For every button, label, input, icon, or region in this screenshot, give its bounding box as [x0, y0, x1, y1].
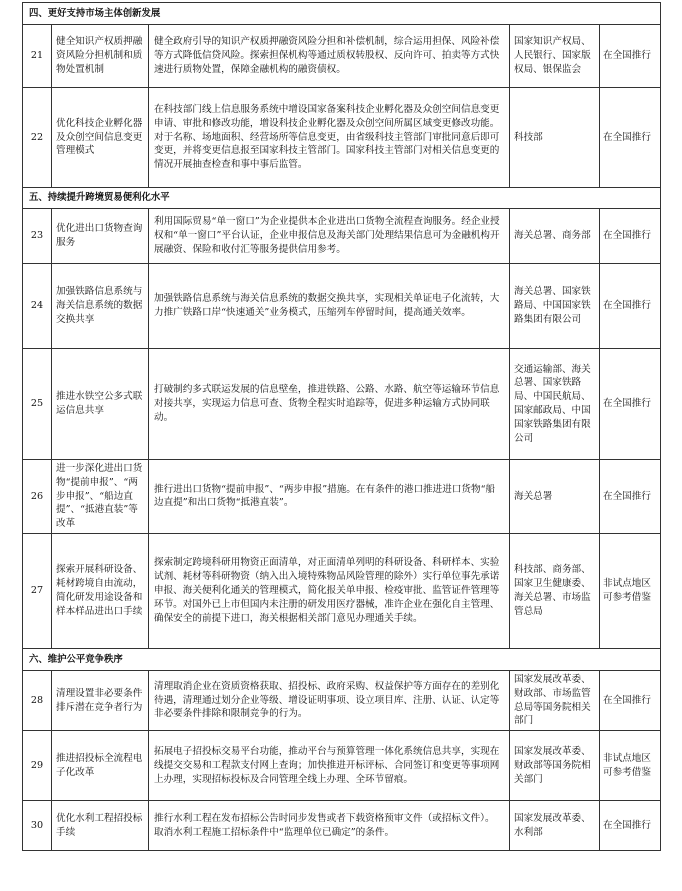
measure-name: 加强铁路信息系统与海关信息系统的数据交换共享	[52, 264, 149, 349]
responsible-departments: 国家发展改革委、财政部等国务院相关部门	[510, 731, 600, 801]
measure-content: 探索制定跨境科研用物资正面清单，对正面清单列明的科研设备、科研样本、实验试剂、耗材等科研物资（纳入出入境特殊物品风险管理的除外）实行单位事先承诺申报、海关便利化通关的管理模式，简化报关单申报、检疫审批、监管证件管理等环节。对国外已上市但国内未注册的研发用医疗器械，准许企业在强化自主管理、确保安全的前提下进口，海关根据相关部门意见办理通关手续。	[149, 533, 510, 648]
table-row	[23, 670, 661, 730]
implementation-scope: 在全国推行	[600, 88, 661, 188]
row-number: 24	[23, 264, 52, 349]
table-row	[23, 209, 661, 264]
measure-name: 健全知识产权质押融资风险分担机制和质物处置机制	[52, 25, 149, 88]
row-number: 22	[23, 88, 52, 188]
measure-content: 加强铁路信息系统与海关信息系统的数据交换共享，实现相关单证电子化流转，大力推广铁路口岸“快速通关”业务模式，压缩列车停留时间，提高通关效率。	[149, 264, 510, 349]
table-row	[23, 349, 661, 460]
measure-name: 推进水铁空公多式联运信息共享	[52, 349, 149, 460]
implementation-scope: 在全国推行	[600, 801, 661, 851]
responsible-departments: 国家发展改革委、水利部	[510, 801, 600, 851]
measure-name: 优化水利工程招投标手续	[52, 801, 149, 851]
table-row	[23, 264, 661, 349]
measure-content: 拓展电子招投标交易平台功能，推动平台与预算管理一体化系统信息共享，实现在线提交交易和工程款支付网上查询；加快推进开标评标、合同签订和变更等事项网上办理，实现招标投标及合同管理全线上办理、全环节留痕。	[149, 731, 510, 801]
policy-table-document	[22, 2, 660, 851]
implementation-scope: 非试点地区可参考借鉴	[600, 533, 661, 648]
measure-name: 进一步深化进出口货物“提前申报”、“两步申报”、“船边直提”、“抵港直装”等改革	[52, 460, 149, 534]
responsible-departments: 科技部	[510, 88, 600, 188]
row-number: 27	[23, 533, 52, 648]
responsible-departments: 交通运输部、海关总署、国家铁路局、中国民航局、国家邮政局、中国国家铁路集团有限公司	[510, 349, 600, 460]
implementation-scope: 在全国推行	[600, 264, 661, 349]
implementation-scope: 在全国推行	[600, 25, 661, 88]
table-row	[23, 25, 661, 88]
row-number: 25	[23, 349, 52, 460]
measure-name: 清理设置非必要条件排斥潜在竞争者行为	[52, 670, 149, 730]
reform-measures-table	[22, 2, 661, 851]
responsible-departments: 海关总署	[510, 460, 600, 534]
measure-name: 优化科技企业孵化器及众创空间信息变更管理模式	[52, 88, 149, 188]
measure-content: 清理取消企业在资质资格获取、招投标、政府采购、权益保护等方面存在的差别化待遇，清理通过划分企业等级、增设证明事项、设立项目库、注册、认证、认定等非必要条件排除和限制竞争的行为。	[149, 670, 510, 730]
section-header-row	[23, 648, 661, 670]
section-header-row	[23, 188, 661, 209]
table-row	[23, 801, 661, 851]
responsible-departments: 海关总署、商务部	[510, 209, 600, 264]
implementation-scope: 在全国推行	[600, 460, 661, 534]
implementation-scope: 非试点地区可参考借鉴	[600, 731, 661, 801]
responsible-departments: 科技部、商务部、国家卫生健康委、海关总署、市场监管总局	[510, 533, 600, 648]
table-row	[23, 533, 661, 648]
section-header-row	[23, 3, 661, 25]
responsible-departments: 国家发展改革委、财政部、市场监管总局等国务院相关部门	[510, 670, 600, 730]
row-number: 21	[23, 25, 52, 88]
table-row	[23, 460, 661, 534]
responsible-departments: 海关总署、国家铁路局、中国国家铁路集团有限公司	[510, 264, 600, 349]
measure-content: 推行水利工程在发布招标公告时同步发售或者下载资格预审文件（或招标文件）。取消水利工程施工招标条件中“监理单位已确定”的条件。	[149, 801, 510, 851]
measure-name: 优化进出口货物查询服务	[52, 209, 149, 264]
implementation-scope: 在全国推行	[600, 349, 661, 460]
responsible-departments: 国家知识产权局、人民银行、国家版权局、银保监会	[510, 25, 600, 88]
measure-content: 在科技部门线上信息服务系统中增设国家备案科技企业孵化器及众创空间信息变更申请、审批和修改功能，增设科技企业孵化器及众创空间所属区域变更修改功能。对于名称、场地面积、经营场所等信息变更，由省级科技主管部门审批同意后即可变更，并将变更信息报至国家科技主管部门。国家科技主管部门对相关信息变更的情况开展抽查检查和事中事后监管。	[149, 88, 510, 188]
measure-name: 探索开展科研设备、耗材跨境自由流动，简化研发用途设备和样本样品进出口手续	[52, 533, 149, 648]
measure-content: 健全政府引导的知识产权质押融资风险分担和补偿机制，综合运用担保、风险补偿等方式降低信贷风险。探索担保机构等通过质权转股权、反向许可、拍卖等方式快速进行质物处置，保障金融机构的融资债权。	[149, 25, 510, 88]
measure-content: 推行进出口货物“提前申报”、“两步申报”措施。在有条件的港口推进进口货物“船边直提”和出口货物“抵港直装”。	[149, 460, 510, 534]
measure-name: 推进招投标全流程电子化改革	[52, 731, 149, 801]
section-title: 六、维护公平竞争秩序	[23, 648, 661, 670]
row-number: 28	[23, 670, 52, 730]
row-number: 29	[23, 731, 52, 801]
implementation-scope: 在全国推行	[600, 670, 661, 730]
measure-content: 利用国际贸易“单一窗口”为企业提供本企业进出口货物全流程查询服务。经企业授权和“单一窗口”平台认证，企业申报信息及海关部门处理结果信息可为金融机构开展融资、保险和收付汇等服务提供信用参考。	[149, 209, 510, 264]
implementation-scope: 在全国推行	[600, 209, 661, 264]
row-number: 23	[23, 209, 52, 264]
row-number: 30	[23, 801, 52, 851]
measure-content: 打破制约多式联运发展的信息壁垒，推进铁路、公路、水路、航空等运输环节信息对接共享，实现运力信息可查、货物全程实时追踪等，促进多种运输方式协同联动。	[149, 349, 510, 460]
table-row	[23, 731, 661, 801]
row-number: 26	[23, 460, 52, 534]
section-title: 五、持续提升跨境贸易便利化水平	[23, 188, 661, 209]
table-row	[23, 88, 661, 188]
section-title: 四、更好支持市场主体创新发展	[23, 3, 661, 25]
